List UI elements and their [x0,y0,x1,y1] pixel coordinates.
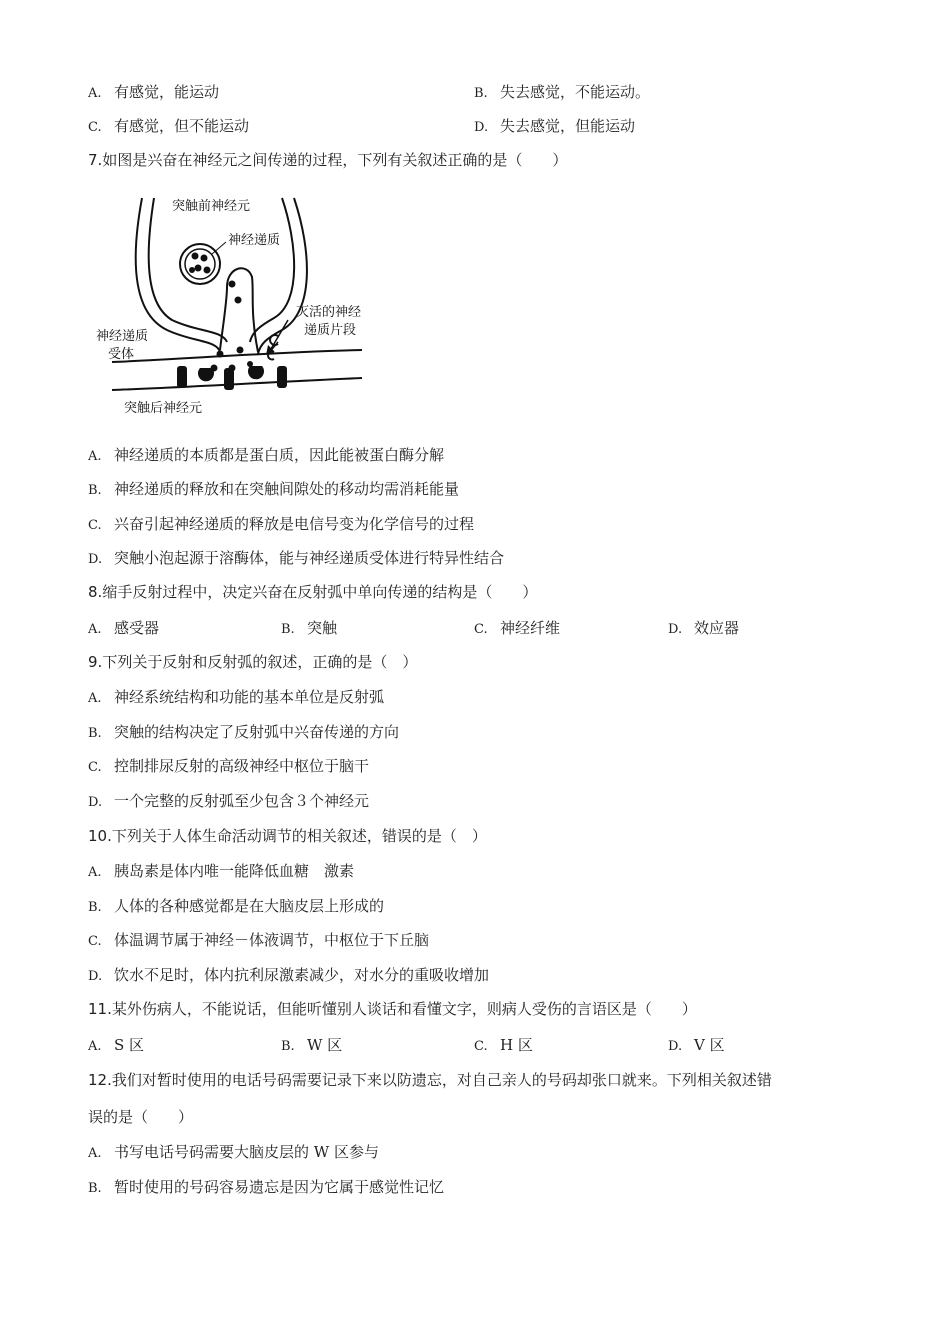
option-key: A. [88,691,102,706]
option-key: B. [88,900,102,915]
q12-stem-line-1 [88,1070,772,1090]
q10-option-d [88,965,489,987]
option-text: 兴奋引起神经递质的释放是电信号变为化学信号的过程 [114,515,475,533]
label-presynaptic: 突触前神经元 [172,199,251,214]
option-text: 神经纤维 [500,619,561,637]
option-text: 感受器 [114,619,160,637]
option-text: 暂时使用的号码容易遗忘是因为它属于感觉性记忆 [114,1178,445,1196]
q7-stem [88,150,567,170]
option-key: B. [281,1039,295,1054]
option-text: V 区 [694,1036,725,1054]
option-key: C. [88,934,102,949]
q12-option-a [88,1142,379,1164]
q6-option-c [88,116,249,138]
question-text: 某外伤病人，不能说话，但能听懂别人谈话和看懂文字，则病人受伤的言语区是（ ） [111,1000,697,1018]
question-number: 9. [88,653,103,671]
option-text: 体温调节属于神经－体液调节，中枢位于下丘脑 [114,931,430,949]
question-number: 8. [88,583,103,601]
label-neurotransmitter: 神经递质 [228,233,281,248]
q11-stem [88,999,697,1019]
q8-option-a [88,618,159,640]
option-key: A. [88,622,102,637]
q8-option-d [668,618,739,640]
question-number: 11. [88,1000,112,1018]
q9-option-c [88,756,369,778]
q11-option-d [668,1035,725,1057]
q9-option-d [88,791,369,813]
question-text: 下列关于反射和反射弧的叙述，正确的是（ ） [102,653,418,671]
label-receptor-2: 受体 [108,347,135,362]
option-key: C. [474,622,488,637]
question-text: 下列关于人体生命活动调节的相关叙述，错误的是（ ） [111,827,487,845]
option-key: D. [474,120,489,135]
q8-stem [88,582,537,602]
option-key: C. [474,1039,488,1054]
option-key: D. [668,622,683,637]
option-text: 突触小泡起源于溶酶体，能与神经递质受体进行特异性结合 [114,549,505,567]
option-text: 有感觉，能运动 [114,83,220,101]
question-text: 如图是兴奋在神经元之间传递的过程，下列有关叙述正确的是（ ） [102,151,568,169]
option-text: 饮水不足时，体内抗利尿激素减少，对水分的重吸收增加 [114,966,490,984]
q7-option-d [88,548,504,570]
option-key: D. [88,795,103,810]
option-key: B. [281,622,295,637]
option-text: 有感觉，但不能运动 [114,117,250,135]
q6-option-b [474,82,650,104]
option-text: 突触的结构决定了反射弧中兴奋传递的方向 [114,723,400,741]
q10-option-b [88,896,384,918]
q9-stem [88,652,417,672]
option-text: H 区 [500,1036,533,1054]
q10-option-c [88,930,429,952]
q10-stem [88,826,487,846]
option-key: A. [88,865,102,880]
label-inactive-1: 灭活的神经 [296,305,362,320]
option-key: A. [88,86,102,101]
q11-option-c [474,1035,533,1057]
q8-option-b [281,618,337,640]
q12-stem-line-2 [88,1107,193,1127]
q6-option-d [474,116,635,138]
option-key: D. [668,1039,683,1054]
q12-option-b [88,1177,444,1199]
label-receptor-1: 神经递质 [96,329,149,344]
option-text: 效应器 [694,619,740,637]
option-key: B. [88,483,102,498]
q7-option-b [88,479,459,501]
q7-option-c [88,514,474,536]
option-key: C. [88,518,102,533]
question-number: 12. [88,1071,112,1089]
option-text: 书写电话号码需要大脑皮层的 W 区参与 [114,1143,379,1161]
question-text: 误的是（ ） [88,1108,194,1126]
option-key: B. [88,726,102,741]
option-key: A. [88,449,102,464]
synapse-diagram [92,192,392,424]
option-text: W 区 [307,1036,343,1054]
option-key: D. [88,552,103,567]
q9-option-b [88,722,399,744]
option-text: 胰岛素是体内唯一能降低血糖 激素 [114,862,355,880]
option-text: 失去感觉，但能运动 [500,117,636,135]
question-number: 10. [88,827,112,845]
option-text: 突触 [307,619,338,637]
option-key: B. [88,1181,102,1196]
option-text: 失去感觉，不能运动。 [500,83,651,101]
question-text: 我们对暂时使用的电话号码需要记录下来以防遗忘，对自己亲人的号码却张口就来。下列相关叙述错 [111,1071,772,1089]
option-text: 神经递质的本质都是蛋白质，因此能被蛋白酶分解 [114,446,445,464]
option-text: 人体的各种感觉都是在大脑皮层上形成的 [114,897,385,915]
option-key: C. [88,760,102,775]
option-text: 控制排尿反射的高级神经中枢位于脑干 [114,757,370,775]
option-text: 神经递质的释放和在突触间隙处的移动均需消耗能量 [114,480,460,498]
option-key: B. [474,86,488,101]
question-number: 7. [88,151,103,169]
q6-option-a [88,82,219,104]
option-text: S 区 [114,1036,145,1054]
q7-option-a [88,445,444,467]
label-postsynaptic: 突触后神经元 [124,401,203,416]
label-inactive-2: 递质片段 [304,323,357,338]
q11-option-a [88,1035,144,1057]
q9-option-a [88,687,384,709]
option-key: D. [88,969,103,984]
option-key: A. [88,1039,102,1054]
option-key: C. [88,120,102,135]
q8-option-c [474,618,560,640]
option-key: A. [88,1146,102,1161]
option-text: 一个完整的反射弧至少包含３个神经元 [114,792,370,810]
q10-option-a [88,861,354,883]
q11-option-b [281,1035,342,1057]
question-text: 缩手反射过程中，决定兴奋在反射弧中单向传递的结构是（ ） [102,583,538,601]
option-text: 神经系统结构和功能的基本单位是反射弧 [114,688,385,706]
